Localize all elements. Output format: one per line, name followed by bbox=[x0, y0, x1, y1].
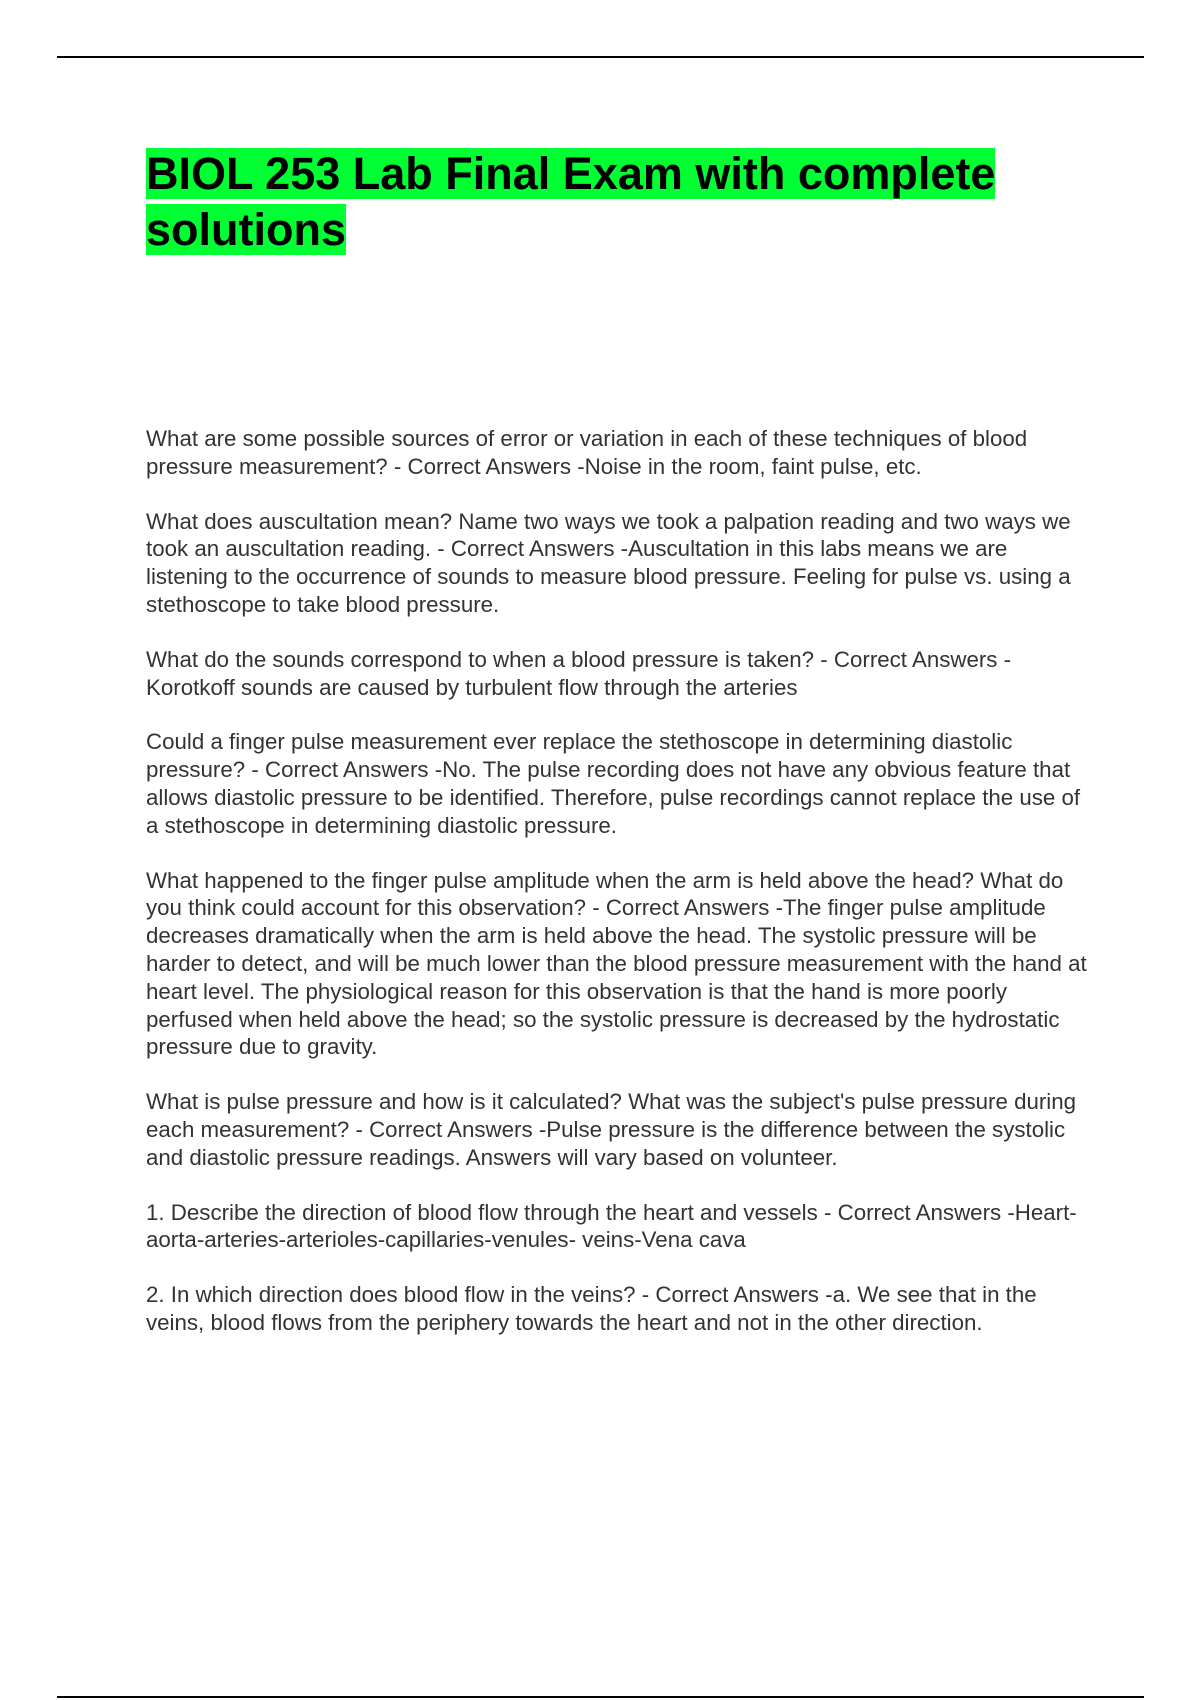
qa-item: 2. In which direction does blood flow in the veins? - Correct Answers -a. We see that in the veins, blood flows from the periphery towards the heart and not in the other direction. bbox=[146, 1282, 1037, 1335]
qa-list bbox=[146, 425, 1094, 1364]
qa-item: Could a finger pulse measurement ever replace the stethoscope in determining diastolic pressure? - Correct Answers -No. The pulse recording does not have any obvious feature that allows diastolic pressure to be identified. Therefore, pulse recordings cannot replace the use of a stethoscope in determining diastolic pressure. bbox=[146, 729, 1081, 838]
page-title bbox=[146, 146, 1096, 258]
qa-item: What is pulse pressure and how is it calculated? What was the subject's pulse pressure during each measurement? - Correct Answers -Pulse pressure is the difference between the systolic and diastolic pressure readings. Answers will vary based on volunteer. bbox=[146, 1089, 1077, 1170]
qa-item: 1. Describe the direction of blood flow through the heart and vessels - Correct Answers -Heart-aorta-arteries-arterioles-capillaries-venules- veins-Vena cava bbox=[146, 1199, 1077, 1253]
qa-item: What happened to the finger pulse amplitude when the arm is held above the head? What do you think could account for this observation? - Correct Answers -The finger pulse amplitude decreases dramatically when the arm is held above the head. The systolic pressure will be harder to detect, and will be much lower than the blood pressure measurement with the hand at heart level. The physiological reason for this observation is that the hand is more poorly perfused when held above the head; so the systolic pressure is decreased by the hydrostatic pressure due to gravity. bbox=[146, 867, 1087, 1060]
qa-item: What do the sounds correspond to when a blood pressure is taken? - Correct Answers - Korotkoff sounds are caused by turbulent flow through the arteries bbox=[146, 646, 1012, 700]
qa-item: What are some possible sources of error or variation in each of these techniques of blood pressure measurement? - Correct Answers -Noise in the room, faint pulse, etc. bbox=[146, 426, 1028, 479]
top-rule bbox=[57, 56, 1144, 58]
title-highlight: BIOL 253 Lab Final Exam with complete solutions bbox=[146, 148, 996, 255]
bottom-rule bbox=[57, 1696, 1144, 1698]
qa-item: What does auscultation mean? Name two ways we took a palpation reading and two ways we took an auscultation reading. - Correct Answers -Auscultation in this labs means we are listening to the occurrence of sounds to measure blood pressure. Feeling for pulse vs. using a stethoscope to take blood pressure. bbox=[146, 508, 1071, 617]
